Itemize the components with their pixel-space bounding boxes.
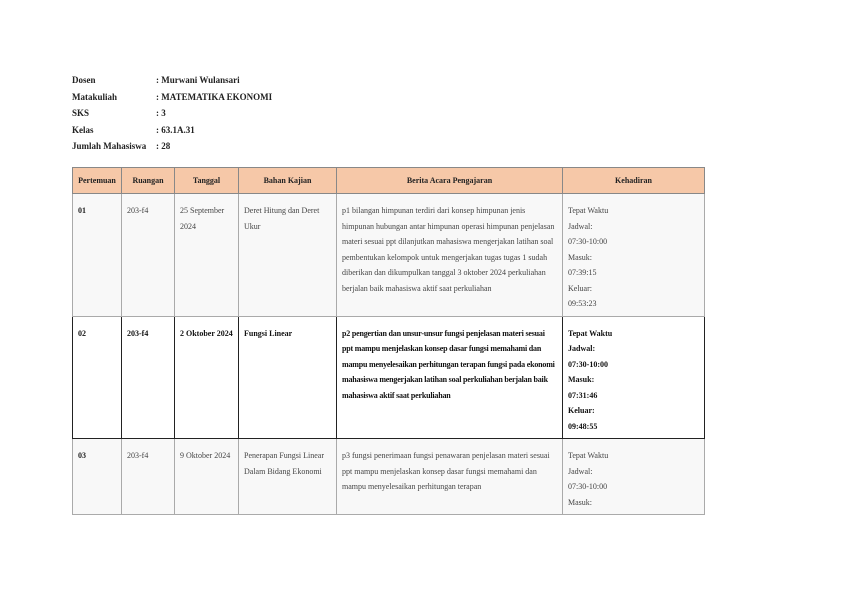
cell-bahan: Fungsi Linear — [239, 316, 337, 439]
jadwal-label: Jadwal: — [568, 221, 593, 231]
keluar-label: Keluar: — [568, 406, 595, 415]
cell-bahan: Deret Hitung dan Deret Ukur — [239, 194, 337, 317]
jadwal-value: 07:30-10:00 — [568, 237, 608, 246]
cell-pertemuan: 01 — [73, 194, 122, 317]
kelas-label: Kelas — [72, 124, 94, 135]
header-bahan-kajian: Bahan Kajian — [239, 168, 337, 194]
cell-ruangan: 203-f4 — [122, 439, 175, 515]
cell-kehadiran — [563, 439, 705, 515]
jumlah-value: : 28 — [156, 141, 171, 151]
info-row-sks — [72, 105, 272, 122]
info-row-dosen — [72, 72, 272, 89]
masuk-value: 07:39:15 — [568, 268, 597, 277]
dosen-label: Dosen — [72, 75, 96, 85]
status-text: Tepat Waktu — [568, 328, 613, 338]
masuk-value: 07:31:46 — [568, 390, 598, 400]
keluar-label: Keluar: — [568, 283, 592, 293]
keluar-value: 09:53:23 — [568, 299, 597, 308]
cell-kehadiran — [563, 194, 705, 317]
info-row-matkul — [72, 89, 272, 106]
table-header-row — [73, 168, 705, 194]
masuk-label: Masuk: — [568, 375, 595, 384]
keluar-value: 09:48:55 — [568, 421, 598, 431]
table-row — [73, 316, 705, 439]
course-info — [72, 72, 272, 155]
sks-value: : 3 — [156, 108, 166, 118]
masuk-label: Masuk: — [568, 497, 592, 507]
matkul-value: : MATEMATIKA EKONOMI — [156, 91, 273, 102]
attendance-table — [72, 167, 705, 515]
matkul-label: Matakuliah — [72, 91, 118, 102]
status-text: Tepat Waktu — [568, 206, 609, 215]
table-row — [73, 194, 705, 317]
sks-label: SKS — [72, 108, 90, 118]
header-berita-acara: Berita Acara Pengajaran — [337, 168, 563, 194]
info-row-jumlah — [72, 138, 272, 155]
cell-kehadiran — [563, 316, 705, 439]
jadwal-value: 07:30-10:00 — [568, 359, 608, 369]
cell-berita: p1 bilangan himpunan terdiri dari konsep himpunan jenis himpunan hubungan antar himpunan operasi himpunan penjelasan materi sesuai ppt dilanjutkan mahasiswa mengerjakan latihan soal pembentukan kelompok untuk mengerjakan tugas tugas 1 sudah diberikan dan dikumpulkan tanggal 3 oktober 2024 perkuliahan berjalan baik mahasiswa aktif saat perkuliahan — [337, 194, 563, 317]
cell-pertemuan: 03 — [73, 439, 122, 515]
jadwal-value: 07:30-10:00 — [568, 482, 608, 491]
kelas-value: : 63.1A.31 — [156, 124, 195, 135]
header-ruangan: Ruangan — [122, 168, 175, 194]
jadwal-label: Jadwal: — [568, 466, 593, 476]
header-kehadiran: Kehadiran — [563, 168, 705, 194]
jumlah-label: Jumlah Mahasiswa — [72, 141, 147, 151]
status-text: Tepat Waktu — [568, 451, 609, 460]
jadwal-label: Jadwal: — [568, 344, 596, 353]
cell-ruangan: 203-f4 — [122, 194, 175, 317]
masuk-label: Masuk: — [568, 252, 592, 262]
cell-tanggal: 25 September 2024 — [175, 194, 239, 317]
header-pertemuan: Pertemuan — [73, 168, 122, 194]
cell-berita: p3 fungsi penerimaan fungsi penawaran penjelasan materi sesuai ppt mampu menjelaskan konsep dasar fungsi memahami dan mampu menyelesaikan perhitungan terapan — [337, 439, 563, 515]
cell-pertemuan: 02 — [73, 316, 122, 439]
table-row — [73, 439, 705, 515]
cell-tanggal: 9 Oktober 2024 — [175, 439, 239, 515]
cell-bahan: Penerapan Fungsi Linear Dalam Bidang Ekonomi — [239, 439, 337, 515]
cell-ruangan: 203-f4 — [122, 316, 175, 439]
header-tanggal: Tanggal — [175, 168, 239, 194]
info-row-kelas — [72, 122, 272, 139]
cell-berita: p2 pengertian dan unsur-unsur fungsi penjelasan materi sesuai ppt mampu menjelaskan konsep dasar fungsi memahami dan mampu menyelesaikan perhitungan terapan fungsi pada ekonomi mahasiswa mengerjakan latihan soal perkuliahan berjalan baik mahasiswa aktif saat perkuliahan — [337, 316, 563, 439]
cell-tanggal: 2 Oktober 2024 — [175, 316, 239, 439]
dosen-value: : Murwani Wulansari — [156, 75, 240, 85]
